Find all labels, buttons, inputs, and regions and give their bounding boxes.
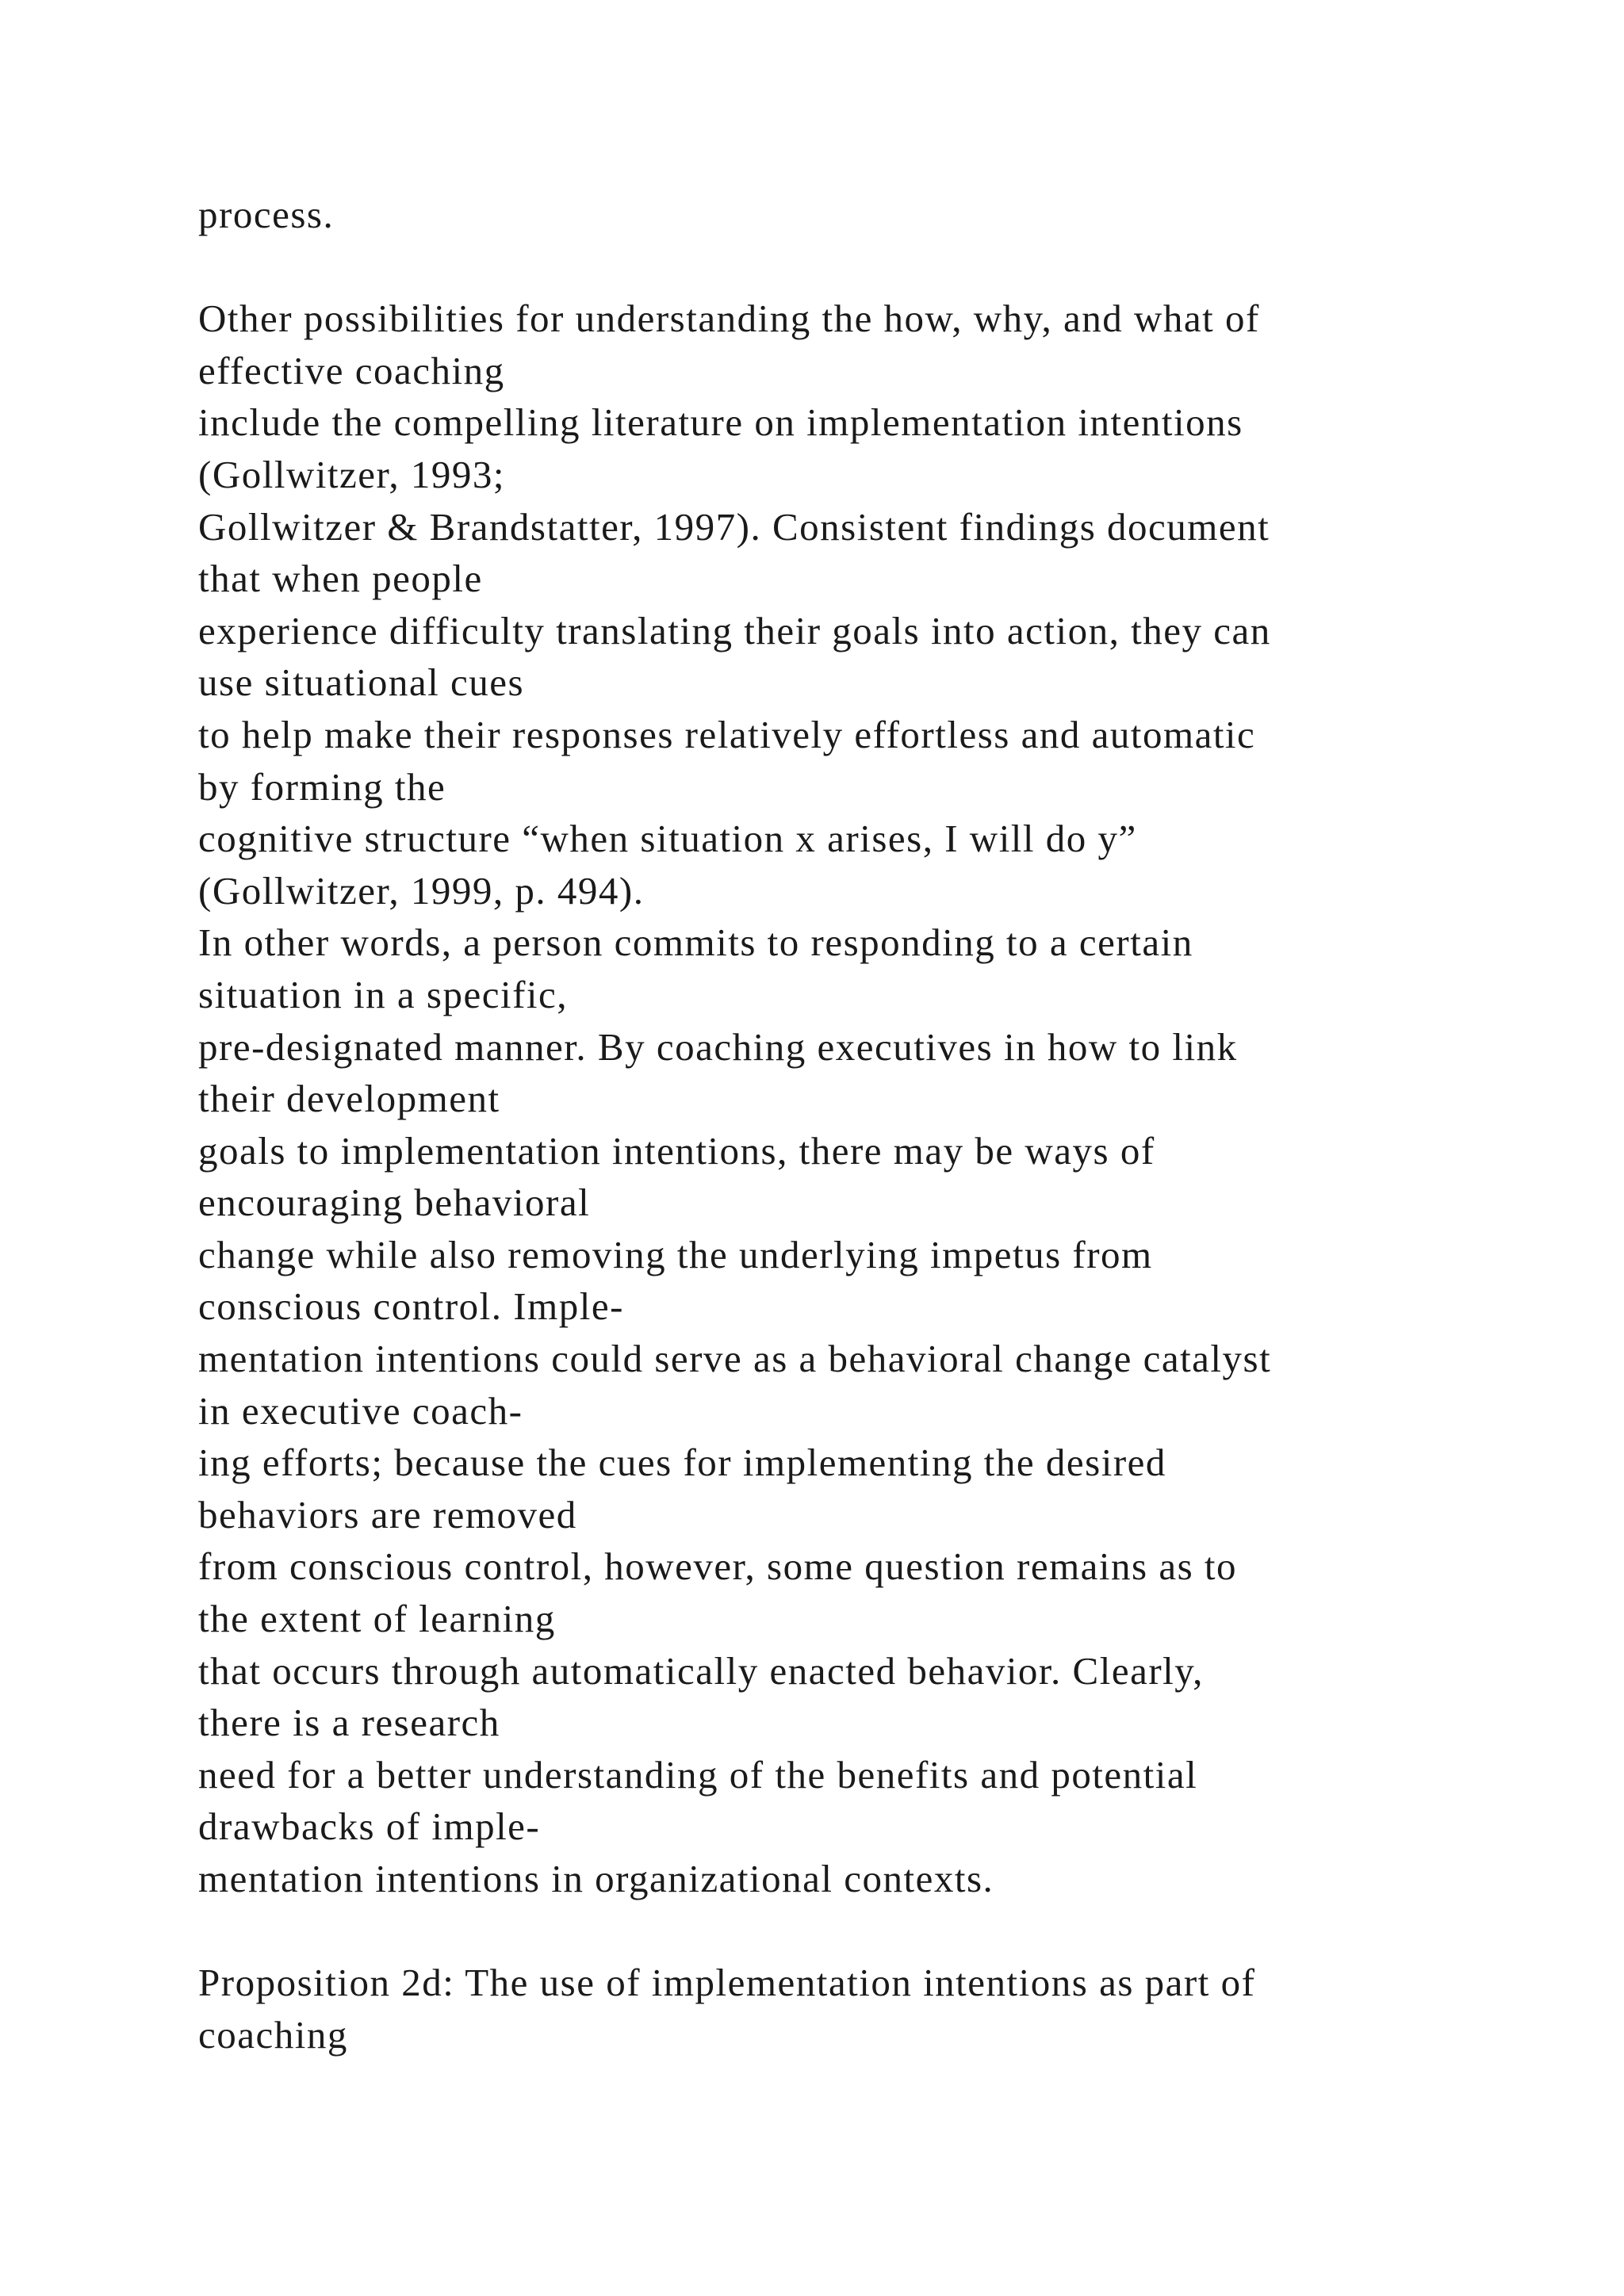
text-line: Gollwitzer & Brandstatter, 1997). Consistent findings document <box>198 504 1270 549</box>
text-line: experience difficulty translating their goals into action, they can <box>198 608 1271 652</box>
text-line: that when people <box>198 557 483 601</box>
text-line: conscious control. Imple- <box>198 1284 624 1329</box>
text-line: drawbacks of imple- <box>198 1804 541 1849</box>
text-line: (Gollwitzer, 1993; <box>198 452 506 496</box>
paragraph-gap <box>198 1905 1515 1957</box>
text-line: behaviors are removed <box>198 1492 577 1536</box>
text-line: encouraging behavioral <box>198 1181 591 1225</box>
text-line: mentation intentions could serve as a behavioral change catalyst <box>198 1337 1272 1381</box>
text-line: that occurs through automatically enacted behavior. Clearly, <box>198 1648 1204 1693</box>
text-line: to help make their responses relatively effortless and automatic <box>198 712 1256 756</box>
text-line: In other words, a person commits to responding to a certain <box>198 920 1193 965</box>
text-line: there is a research <box>198 1701 500 1745</box>
text-line: from conscious control, however, some question remains as to <box>198 1544 1238 1589</box>
proposition-line: coaching <box>198 2012 348 2057</box>
text-line: process. <box>198 193 335 236</box>
text-line: ing efforts; because the cues for implementing the desired <box>198 1441 1166 1485</box>
text-line: use situational cues <box>198 660 525 705</box>
text-line: effective coaching <box>198 348 505 392</box>
text-line: mentation intentions in organizational contexts. <box>198 1857 994 1900</box>
text-line: include the compelling literature on implementation intentions <box>198 400 1243 445</box>
text-line: by forming the <box>198 764 446 809</box>
proposition-line: Proposition 2d: The use of implementation intentions as part of <box>198 1961 1256 2005</box>
body-text <box>198 189 1515 2061</box>
text-line: situation in a specific, <box>198 972 568 1016</box>
text-line: (Gollwitzer, 1999, p. 494). <box>198 868 645 913</box>
paragraph-gap <box>198 241 1515 293</box>
text-line: in executive coach- <box>198 1388 523 1433</box>
text-line: cognitive structure “when situation x arises, I will do y” <box>198 817 1137 861</box>
text-line: their development <box>198 1077 500 1121</box>
text-line: change while also removing the underlying impetus from <box>198 1232 1153 1276</box>
text-line: goals to implementation intentions, there may be ways of <box>198 1128 1155 1173</box>
text-line: Other possibilities for understanding the how, why, and what of <box>198 297 1260 341</box>
text-line: the extent of learning <box>198 1597 556 1641</box>
text-line: pre-designated manner. By coaching executives in how to link <box>198 1024 1238 1069</box>
text-line: need for a better understanding of the benefits and potential <box>198 1752 1198 1797</box>
